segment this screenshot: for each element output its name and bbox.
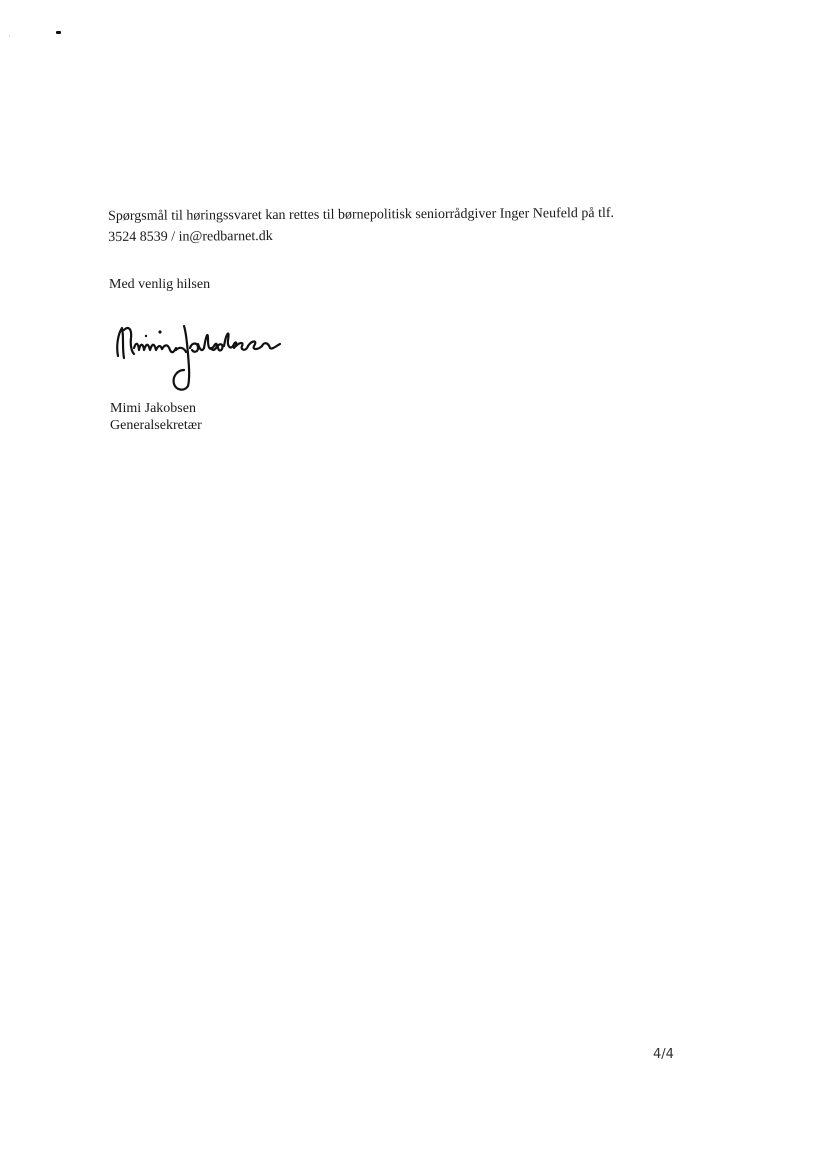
- contact-line-1: Spørgsmål til høringssvaret kan rettes til børnepolitisk seniorrådgiver Inger Neufeld på tlf.: [108, 205, 615, 224]
- handwritten-signature: [112, 318, 287, 396]
- scan-artifact-mark: [56, 31, 61, 34]
- scan-artifact-dot: [9, 35, 10, 36]
- contact-paragraph: [108, 202, 708, 248]
- signer-name: Mimi Jakobsen: [110, 401, 196, 416]
- closing-phrase: Med venlig hilsen: [109, 277, 211, 292]
- contact-line-2: 3524 8539 / in@redbarnet.dk: [108, 228, 273, 245]
- page-number: 4/4: [653, 1047, 674, 1062]
- signer-block: [110, 400, 202, 434]
- signer-title: Generalsekretær: [110, 418, 202, 433]
